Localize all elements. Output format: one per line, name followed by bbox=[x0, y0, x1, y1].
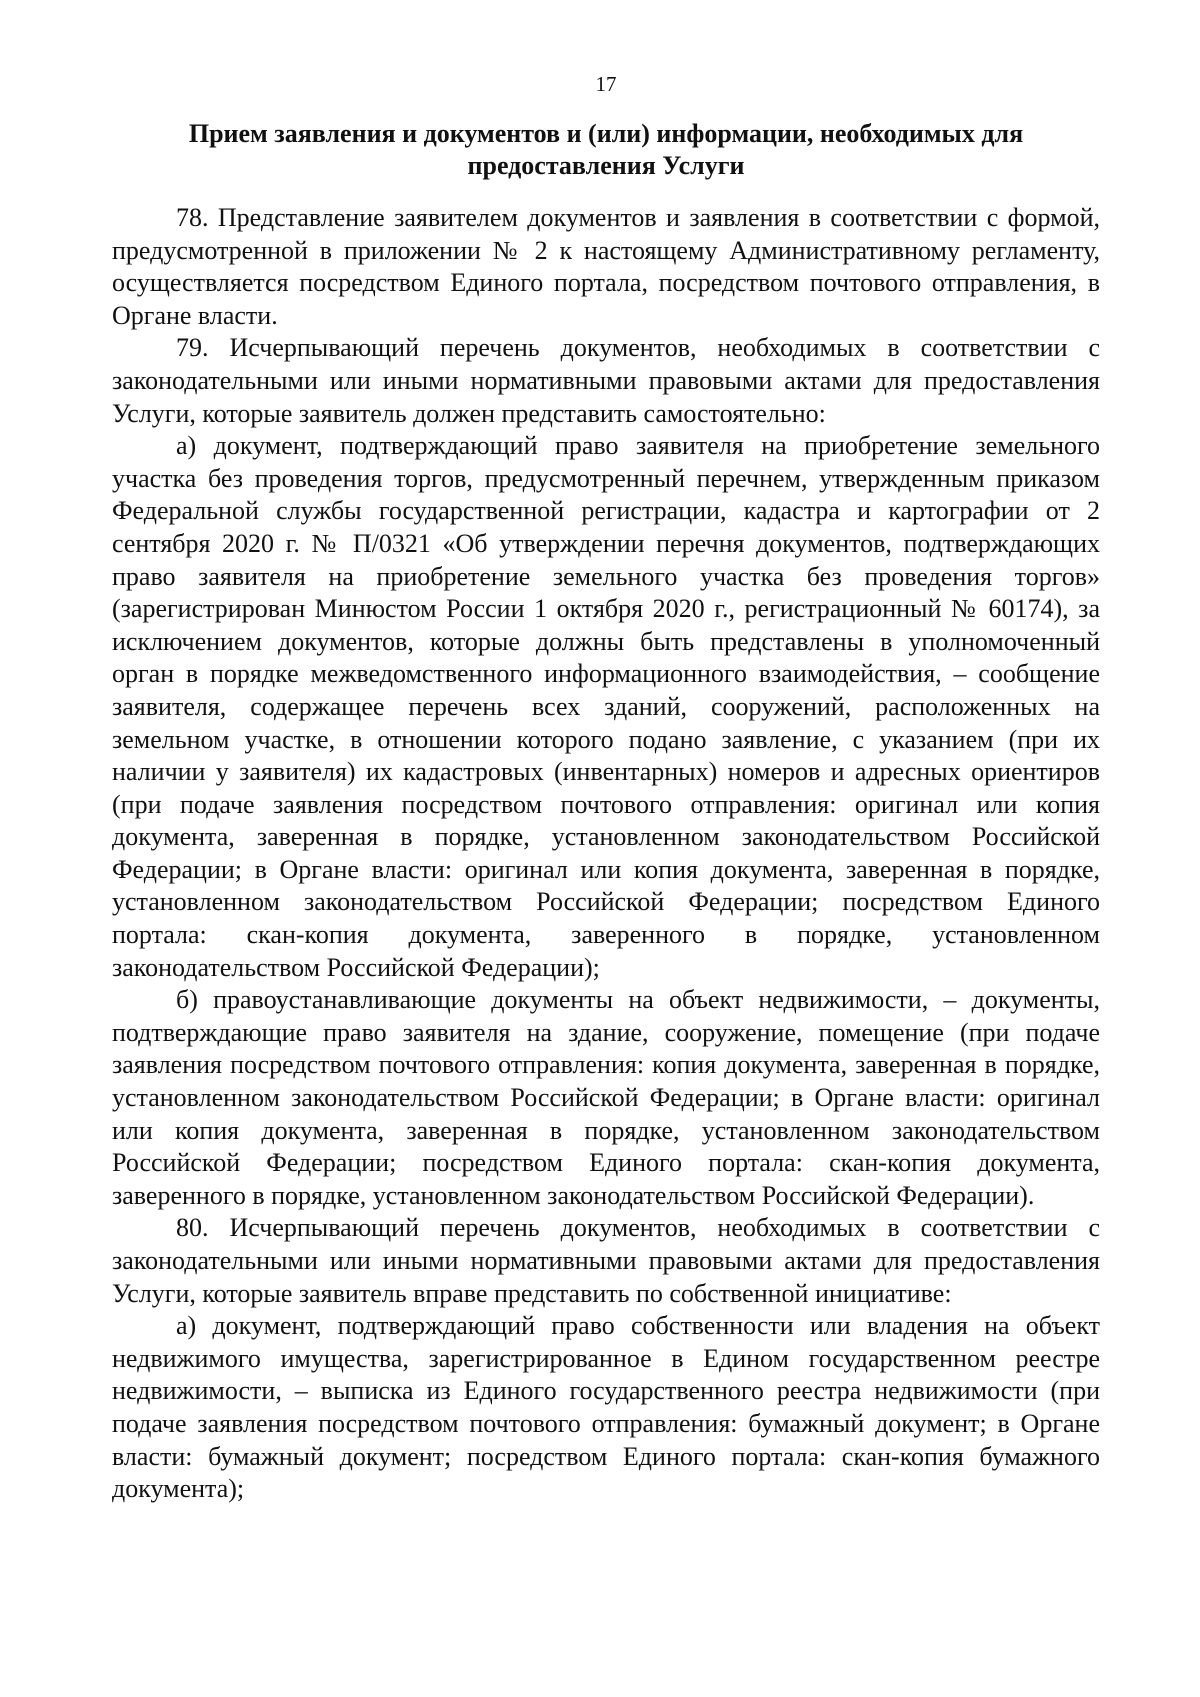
paragraph-79: 79. Исчерпывающий перечень документов, необходимых в соответствии с законодательными или иными нормативными правовыми актами для предоставления Услуги, которые заявитель должен представить самостоятельно: bbox=[112, 333, 1100, 428]
document-body bbox=[112, 202, 1100, 1506]
paragraph-79-b: б) правоустанавливающие документы на объект недвижимости, – документы, подтверждающие право заявителя на здание, сооружение, помещение (при подаче заявления посредством почтового отправления: копия документа, заверенная в порядке, установленном законодательством Российской Федерации; в Органе власти: оригинал или копия документа, заверенная в порядке, установленном законодательством Российской Федерации; посредством Единого портала: скан-копия документа, заверенного в порядке, установленном законодательством Российской Федерации). bbox=[112, 985, 1100, 1210]
paragraph-78: 78. Представление заявителем документов и заявления в соответствии с формой, предусмотренной в приложении № 2 к настоящему Административному регламенту, осуществляется посредством Единого портала, посредством почтового отправления, в Органе власти. bbox=[112, 203, 1100, 330]
paragraph-80: 80. Исчерпывающий перечень документов, необходимых в соответствии с законодательными или иными нормативными правовыми актами для предоставления Услуги, которые заявитель вправе представить по собственной инициативе: bbox=[112, 1213, 1100, 1308]
section-title: Прием заявления и документов и (или) информации, необходимых для предоставления Услуги bbox=[188, 119, 1024, 180]
page-number: 17 bbox=[595, 72, 617, 96]
paragraph-80-a: а) документ, подтверждающий право собственности или владения на объект недвижимого имущества, зарегистрированное в Едином государственном реестре недвижимости, – выписка из Единого государственного реестра недвижимости (при подаче заявления посредством почтового отправления: бумажный документ; в Органе власти: бумажный документ; посредством Единого портала: скан-копия бумажного документа); bbox=[112, 1311, 1100, 1504]
paragraph-79-a: а) документ, подтверждающий право заявителя на приобретение земельного участка без проведения торгов, предусмотренный перечнем, утвержденным приказом Федеральной службы государственной регистрации, кадастра и картографии от 2 сентября 2020 г. № П/0321 «Об утверждении перечня документов, подтверждающих право заявителя на приобретение земельного участка без проведения торгов» (зарегистрирован Минюстом России 1 октября 2020 г., регистрационный № 60174), за исключением документов, которые должны быть представлены в уполномоченный орган в порядке межведомственного информационного взаимодействия, – сообщение заявителя, содержащее перечень всех зданий, сооружений, расположенных на земельном участке, в отношении которого подано заявление, с указанием (при их наличии у заявителя) их кадастровых (инвентарных) номеров и адресных ориентиров (при подаче заявления посредством почтового отправления: оригинал или копия документа, заверенная в порядке, установленном законодательством Российской Федерации; в Органе власти: оригинал или копия документа, заверенная в порядке, установленном законодательством Российской Федерации; посредством Единого портала: скан-копия документа, заверенного в порядке, установленном законодательством Российской Федерации); bbox=[112, 431, 1100, 982]
